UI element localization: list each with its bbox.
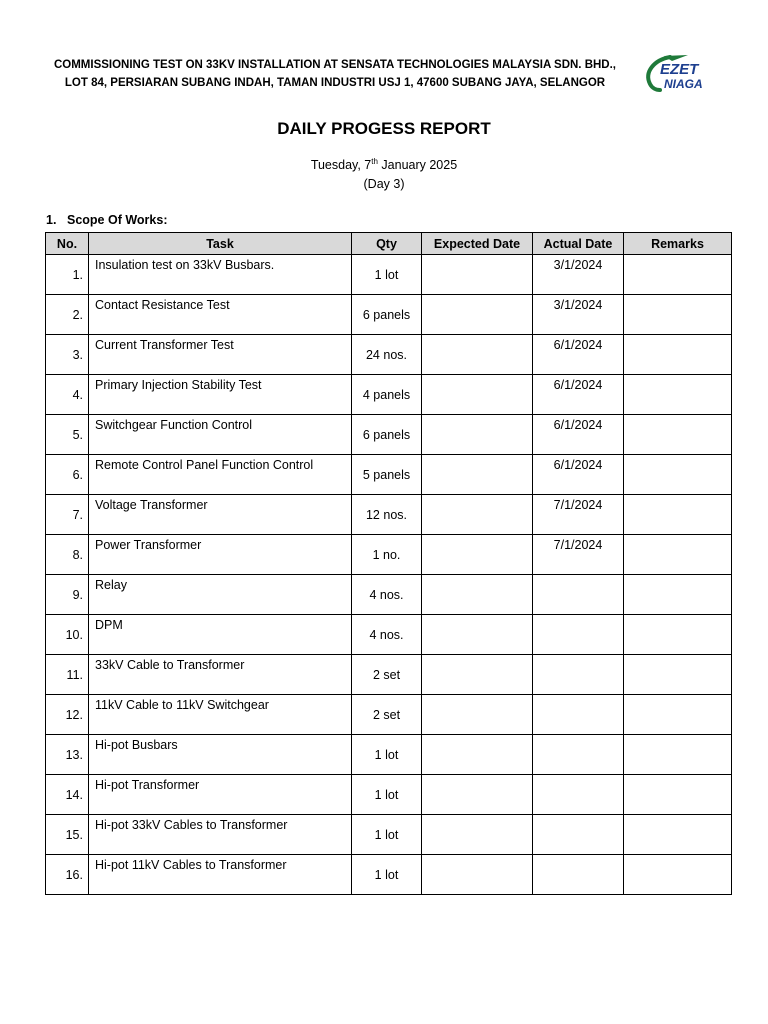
- report-date-block: [0, 156, 768, 194]
- row-expected-date: [422, 615, 533, 655]
- header-line-2: LOT 84, PERSIARAN SUBANG INDAH, TAMAN INDUSTRI USJ 1, 47600 SUBANG JAYA, SELANGOR: [64, 77, 606, 89]
- row-expected-date: [422, 495, 533, 535]
- row-qty: 6 panels: [352, 415, 422, 455]
- row-remarks: [624, 295, 732, 335]
- row-qty: 5 panels: [352, 455, 422, 495]
- row-qty: 24 nos.: [352, 335, 422, 375]
- row-remarks: [624, 695, 732, 735]
- row-remarks: [624, 575, 732, 615]
- row-number: 10.: [46, 615, 89, 655]
- table-row: [46, 655, 732, 695]
- row-actual-date: 7/1/2024: [533, 535, 624, 575]
- report-date-ordinal: th: [371, 157, 378, 166]
- row-remarks: [624, 495, 732, 535]
- row-expected-date: [422, 295, 533, 335]
- row-number: 13.: [46, 735, 89, 775]
- row-task: Primary Injection Stability Test: [89, 375, 352, 415]
- row-actual-date: 3/1/2024: [533, 255, 624, 295]
- column-header-qty: Qty: [352, 233, 422, 255]
- row-actual-date: [533, 615, 624, 655]
- row-expected-date: [422, 775, 533, 815]
- row-task: Insulation test on 33kV Busbars.: [89, 255, 352, 295]
- company-logo: [642, 52, 718, 96]
- row-expected-date: [422, 695, 533, 735]
- row-task: Switchgear Function Control: [89, 415, 352, 455]
- row-qty: 2 set: [352, 695, 422, 735]
- report-date: [0, 156, 768, 175]
- row-qty: 2 set: [352, 655, 422, 695]
- row-task: Hi-pot Transformer: [89, 775, 352, 815]
- table-row: [46, 335, 732, 375]
- svg-text:NIAGA: NIAGA: [664, 77, 703, 91]
- row-number: 15.: [46, 815, 89, 855]
- table-row: [46, 495, 732, 535]
- row-task: Voltage Transformer: [89, 495, 352, 535]
- row-expected-date: [422, 455, 533, 495]
- row-remarks: [624, 815, 732, 855]
- table-row: [46, 375, 732, 415]
- row-actual-date: [533, 735, 624, 775]
- row-qty: 4 nos.: [352, 575, 422, 615]
- row-number: 4.: [46, 375, 89, 415]
- row-number: 5.: [46, 415, 89, 455]
- row-task: Hi-pot Busbars: [89, 735, 352, 775]
- row-actual-date: [533, 855, 624, 895]
- table-row: [46, 415, 732, 455]
- row-task: Contact Resistance Test: [89, 295, 352, 335]
- row-number: 14.: [46, 775, 89, 815]
- table-row: [46, 735, 732, 775]
- column-header-remarks: Remarks: [624, 233, 732, 255]
- row-qty: 4 nos.: [352, 615, 422, 655]
- row-qty: 1 lot: [352, 735, 422, 775]
- row-qty: 1 lot: [352, 775, 422, 815]
- report-date-prefix: Tuesday, 7: [310, 158, 372, 172]
- report-title: DAILY PROGESS REPORT: [277, 119, 491, 138]
- column-header-no: No.: [46, 233, 89, 255]
- row-remarks: [624, 535, 732, 575]
- report-day: (Day 3): [363, 177, 405, 191]
- row-remarks: [624, 855, 732, 895]
- row-task: Relay: [89, 575, 352, 615]
- row-remarks: [624, 455, 732, 495]
- row-actual-date: [533, 655, 624, 695]
- row-remarks: [624, 735, 732, 775]
- row-actual-date: 3/1/2024: [533, 295, 624, 335]
- row-number: 1.: [46, 255, 89, 295]
- table-row: [46, 455, 732, 495]
- table-row: [46, 855, 732, 895]
- row-remarks: [624, 615, 732, 655]
- row-qty: 1 lot: [352, 815, 422, 855]
- row-number: 7.: [46, 495, 89, 535]
- document-header: [40, 56, 630, 92]
- row-expected-date: [422, 735, 533, 775]
- table-row: [46, 295, 732, 335]
- row-actual-date: 6/1/2024: [533, 415, 624, 455]
- table-row: [46, 575, 732, 615]
- section-label: Scope Of Works:: [67, 213, 168, 227]
- row-remarks: [624, 775, 732, 815]
- row-task: 11kV Cable to 11kV Switchgear: [89, 695, 352, 735]
- row-expected-date: [422, 255, 533, 295]
- row-number: 12.: [46, 695, 89, 735]
- header-line-1: COMMISSIONING TEST ON 33KV INSTALLATION AT SENSATA TECHNOLOGIES MALAYSIA SDN. BHD.,: [53, 59, 617, 71]
- row-actual-date: [533, 695, 624, 735]
- row-actual-date: [533, 815, 624, 855]
- column-header-actual-date: Actual Date: [533, 233, 624, 255]
- table-row: [46, 535, 732, 575]
- row-expected-date: [422, 535, 533, 575]
- row-actual-date: 6/1/2024: [533, 335, 624, 375]
- row-task: Power Transformer: [89, 535, 352, 575]
- row-qty: 1 lot: [352, 855, 422, 895]
- column-header-expected-date: Expected Date: [422, 233, 533, 255]
- table-body: [46, 255, 732, 895]
- row-task: 33kV Cable to Transformer: [89, 655, 352, 695]
- row-number: 6.: [46, 455, 89, 495]
- row-task: Hi-pot 33kV Cables to Transformer: [89, 815, 352, 855]
- row-remarks: [624, 415, 732, 455]
- row-number: 3.: [46, 335, 89, 375]
- row-expected-date: [422, 655, 533, 695]
- table-row: [46, 615, 732, 655]
- row-number: 2.: [46, 295, 89, 335]
- row-remarks: [624, 655, 732, 695]
- row-task: Remote Control Panel Function Control: [89, 455, 352, 495]
- row-number: 8.: [46, 535, 89, 575]
- row-actual-date: 6/1/2024: [533, 455, 624, 495]
- row-expected-date: [422, 375, 533, 415]
- row-remarks: [624, 335, 732, 375]
- svg-text:EZET: EZET: [660, 61, 699, 78]
- row-expected-date: [422, 415, 533, 455]
- row-actual-date: [533, 575, 624, 615]
- table-row: [46, 775, 732, 815]
- row-remarks: [624, 375, 732, 415]
- row-expected-date: [422, 815, 533, 855]
- row-qty: 1 lot: [352, 255, 422, 295]
- ezet-niaga-logo-icon: [642, 52, 718, 96]
- report-date-suffix: January 2025: [377, 158, 458, 172]
- table-row: [46, 815, 732, 855]
- table-row: [46, 255, 732, 295]
- row-expected-date: [422, 855, 533, 895]
- table-row: [46, 695, 732, 735]
- row-number: 16.: [46, 855, 89, 895]
- row-qty: 12 nos.: [352, 495, 422, 535]
- row-task: Hi-pot 11kV Cables to Transformer: [89, 855, 352, 895]
- row-task: Current Transformer Test: [89, 335, 352, 375]
- row-actual-date: 6/1/2024: [533, 375, 624, 415]
- section-number: 1.: [46, 213, 57, 227]
- row-task: DPM: [89, 615, 352, 655]
- row-actual-date: 7/1/2024: [533, 495, 624, 535]
- row-number: 11.: [46, 655, 89, 695]
- section-heading: [46, 213, 167, 227]
- row-actual-date: [533, 775, 624, 815]
- row-qty: 1 no.: [352, 535, 422, 575]
- table-header-row: [46, 233, 732, 255]
- row-expected-date: [422, 575, 533, 615]
- row-qty: 6 panels: [352, 295, 422, 335]
- row-number: 9.: [46, 575, 89, 615]
- row-expected-date: [422, 335, 533, 375]
- row-qty: 4 panels: [352, 375, 422, 415]
- scope-of-works-table: [45, 232, 732, 895]
- column-header-task: Task: [89, 233, 352, 255]
- row-remarks: [624, 255, 732, 295]
